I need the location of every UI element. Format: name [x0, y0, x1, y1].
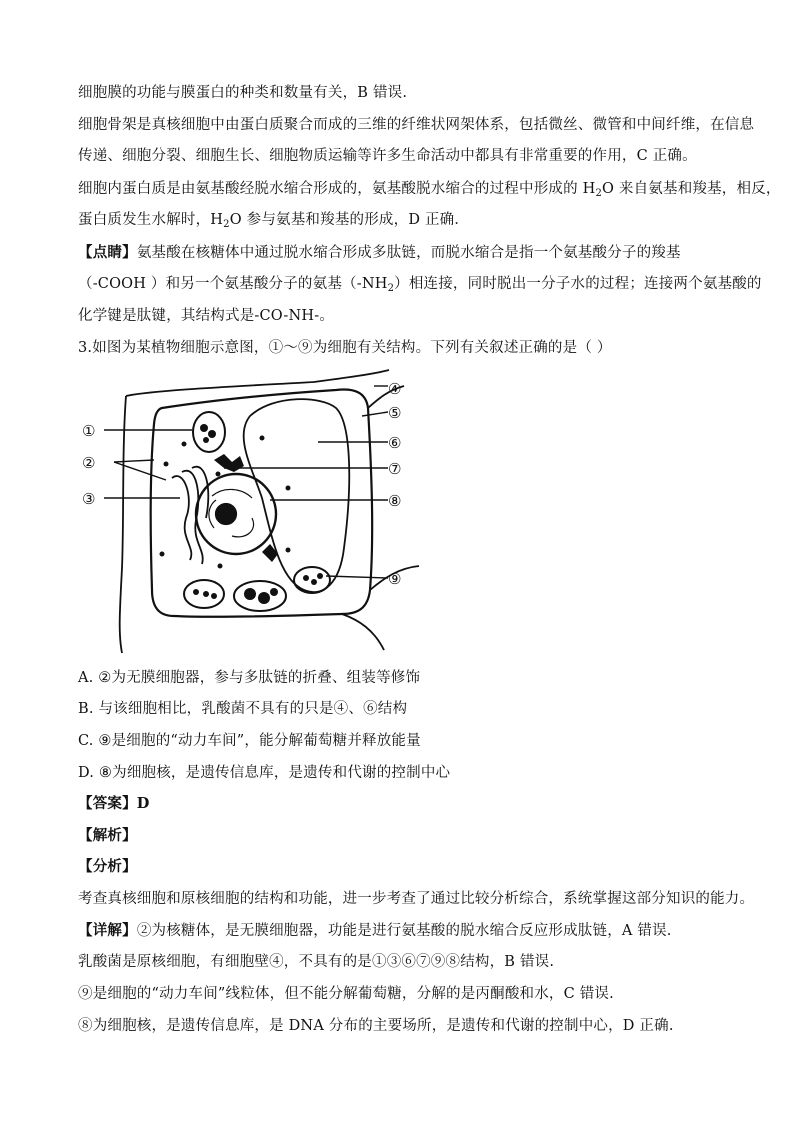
text-line: 细胞骨架是真核细胞中由蛋白质聚合而成的三维的纤维状网架体系，包括微丝、微管和中间纤维，在信息	[78, 117, 755, 133]
text-line: 化学键是肽键，其结构式是-CO-NH-。	[78, 308, 335, 324]
detail-line: ⑨是细胞的“动力车间”线粒体，但不能分解葡萄糖，分解的是丙酮酸和水，C 错误.	[78, 986, 614, 1002]
text-segment: O 来自氨基和羧基，相反，	[602, 181, 781, 197]
detail-line: 乳酸菌是原核细胞，有细胞壁④，不具有的是①③⑥⑦⑨⑧结构，B 错误.	[78, 954, 555, 970]
plant-cell-diagram	[74, 368, 424, 658]
answer-line: 【答案】D	[78, 795, 150, 812]
section-heading: 【分析】	[78, 858, 137, 875]
label-1: ①	[82, 422, 96, 440]
text-line	[78, 274, 762, 299]
section-label: 【点睛】	[78, 244, 137, 261]
label-8: ⑧	[388, 492, 402, 510]
text-segment: 氨基酸在核糖体中通过脱水缩合形成多肽链，而脱水缩合是指一个氨基酸分子的羧基	[136, 245, 681, 261]
section-heading: 【解析】	[78, 827, 137, 844]
text-line: 细胞膜的功能与膜蛋白的种类和数量有关，B 错误.	[78, 85, 408, 101]
label-7: ⑦	[388, 460, 402, 478]
label-4: ④	[388, 380, 402, 398]
text-line	[78, 179, 781, 204]
detail-line	[78, 921, 672, 941]
text-segment: 细胞内蛋白质是由氨基酸经脱水缩合形成的，氨基酸脱水缩合的过程中形成的 H	[78, 181, 596, 197]
label-5: ⑤	[388, 404, 402, 422]
section-label: 【详解】	[78, 922, 137, 939]
text-segment: 蛋白质发生水解时，H	[78, 212, 224, 228]
subscript: 2	[595, 188, 603, 199]
analysis-line: 考查真核细胞和原核细胞的结构和功能，进一步考查了通过比较分析综合，系统掌握这部分知识的能力。	[78, 891, 755, 907]
text-line	[78, 210, 469, 235]
question-stem: 3.如图为某植物细胞示意图，①～⑨为细胞有关结构。下列有关叙述正确的是（ ）	[78, 340, 612, 356]
text-segment: （-COOH ）和另一个氨基酸分子的氨基（-NH	[78, 276, 388, 292]
label-2: ②	[82, 454, 96, 472]
subscript: 2	[387, 283, 395, 294]
label-3: ③	[82, 490, 96, 508]
subscript: 2	[223, 219, 230, 230]
option-a: A. ②为无膜细胞器，参与多肽链的折叠、组装等修饰	[78, 670, 421, 686]
text-segment: ②为核糖体，是无膜细胞器，功能是进行氨基酸的脱水缩合反应形成肽链，A 错误.	[136, 923, 672, 939]
option-d: D. ⑧为细胞核，是遗传信息库，是遗传和代谢的控制中心	[78, 765, 451, 781]
option-b: B. 与该细胞相比，乳酸菌不具有的只是④、⑥结构	[78, 701, 408, 717]
option-c: C. ⑨是细胞的“动力车间”，能分解葡萄糖并释放能量	[78, 733, 421, 749]
label-9: ⑨	[388, 570, 402, 588]
text-line: 传递、细胞分裂、细胞生长、细胞物质运输等许多生命活动中都具有非常重要的作用，C 正确。	[78, 148, 697, 164]
detail-line: ⑧为细胞核，是遗传信息库，是 DNA 分布的主要场所，是遗传和代谢的控制中心，D 正确.	[78, 1018, 674, 1034]
label-6: ⑥	[388, 434, 402, 452]
text-line	[78, 243, 681, 263]
text-segment: ）相连接，同时脱出一分子水的过程；连接两个氨基酸的	[394, 276, 762, 292]
text-segment: O 参与氨基和羧基的形成，D 正确．	[229, 212, 470, 228]
